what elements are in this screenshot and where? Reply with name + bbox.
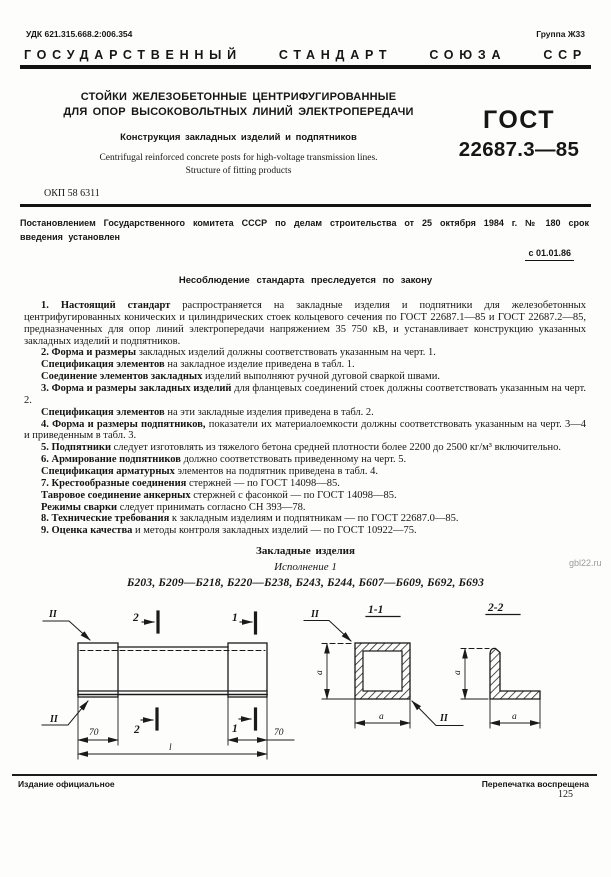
body-paragraph-1: 1. Настоящий стандарт распространяется на закладные изделия и подпятники для железобетонных центрифугированных конических и цилиндрических стоек кольцевого сечения по ГОСТ 22687.1—85 и ГОСТ 22687.2—85, предназначенных для опор линий электропередачи напряжением 35 750 кВ, и устанавливает конструкцию указанных закладных изделий и подпятников. (24, 299, 586, 347)
title-left-column (34, 90, 443, 178)
dim-70-left-label: 70 (89, 728, 99, 738)
decree-text: Постановлением Государственного комитета СССР по делам строительства от 25 октября 1984 г. № 180 срок введения установлен (20, 218, 589, 242)
reprint-prohibited-note: Перепечатка воспрещена (481, 779, 589, 789)
section-variant: Исполнение 1 (274, 561, 337, 574)
top-codes-row (26, 29, 585, 39)
beam-left-end-plate (78, 643, 118, 697)
beam-weld-callouts (42, 609, 90, 725)
effective-date (0, 248, 574, 261)
weld-callout-top-leader (43, 621, 90, 640)
okp-code: ОКП 58 6311 (44, 188, 100, 200)
org-word-3: СОЮЗА (429, 48, 507, 62)
angle-profile (490, 648, 540, 699)
dim-70-right-label: 70 (274, 728, 284, 738)
state-standard-banner (24, 48, 587, 62)
beam-elevation-drawing (78, 643, 267, 697)
effective-date-value: с 01.01.86 (525, 248, 574, 261)
body-paragraph-15: 9. Оценка качества и методы контроля закладных изделий — по ГОСТ 10922—75. (41, 525, 417, 537)
gost-number-block (443, 90, 595, 178)
weld-callout-bottom-leader (42, 701, 88, 725)
section-1-1-drawing (304, 604, 463, 728)
group-code: Группа Ж33 (536, 29, 585, 39)
dim-a-bottom-label-11: a (379, 712, 384, 722)
okp-divider-rule (20, 204, 591, 207)
site-watermark: gbl22.ru (569, 558, 602, 568)
dim-length-label: l (169, 743, 172, 753)
beam-right-end-plate (228, 643, 267, 697)
org-word-1: ГОСУДАРСТВЕННЫЙ (24, 48, 242, 62)
weld-callout-top-label: II (49, 609, 57, 620)
title-en-line1: Centrifugal reinforced concrete posts for high-voltage transmission lines. (99, 153, 378, 164)
body-paragraph-5: 3. Форма и размеры закладных изделий для фланцевых соединений стоек должны соответствовать указанным на черт. 2. (24, 382, 586, 406)
cut-2-bottom-label: 2 (134, 724, 140, 736)
body-paragraph-3: Спецификация элементов на закладное изделие приведена в табл. 1. (41, 359, 355, 371)
footer-rule (12, 774, 597, 776)
standard-body (24, 300, 586, 537)
section11-callout-br-label: II (440, 713, 448, 724)
body-paragraph-2: 2. Форма и размеры закладных изделий должны соответствовать указанным на черт. 1. (41, 347, 436, 359)
body-paragraph-14: 8. Технические требования к закладным изделиям и подпятникам — по ГОСТ 22687.0—85. (41, 513, 459, 525)
udc-code: УДК 621.315.668.2:006.354 (26, 29, 133, 39)
body-paragraph-13: Режимы сварки следует принимать согласно СН 393—78. (41, 501, 306, 513)
top-divider-rule (20, 65, 591, 69)
section-cut-marks (132, 612, 256, 736)
title-block (34, 90, 595, 178)
weld-callout-bottom-label: II (50, 714, 58, 725)
org-word-4: ССР (543, 48, 587, 62)
figure-chert-1 (23, 600, 588, 770)
title-en-line2: Structure of fitting products (185, 165, 292, 176)
law-notice: Несоблюдение стандарта преследуется по закону (178, 274, 433, 286)
body-paragraph-7: 4. Форма и размеры подпятников, показатели их материалоемкости должны соответствовать указанным на черт. 3—4 и приведенным в табл. 3. (24, 418, 586, 442)
body-paragraph-8: 5. Подпятники следует изготовлять из тяжелого бетона средней плотности более 2200 до 2500 кг/м³ включительно. (41, 442, 561, 454)
footer-row (18, 779, 589, 789)
section-heading: Закладные изделия (256, 545, 355, 558)
body-paragraph-12: Тавровое соединение анкерных стержней с фасонкой — по ГОСТ 14098—85. (41, 489, 397, 501)
section-item-marks: Б203, Б209—Б218, Б220—Б238, Б243, Б244, Б607—Б609, Б692, Б693 (126, 577, 485, 590)
title-subtitle: Конструкция закладных изделий и подпятников (120, 132, 357, 144)
beam-dimensions (78, 697, 294, 759)
body-paragraph-9: 6. Армирование подпятников должно соответствовать приведенному на черт. 5. (41, 454, 407, 466)
org-word-2: СТАНДАРТ (278, 48, 393, 62)
cut-1-bottom-label: 1 (232, 723, 238, 735)
gost-number: 22687.3—85 (458, 137, 580, 161)
cut-1-top-label: 1 (232, 612, 238, 624)
cut-2-top-label: 2 (133, 612, 139, 624)
official-edition-note: Издание официальное (18, 779, 115, 789)
title-ru-line1: СТОЙКИ ЖЕЛЕЗОБЕТОННЫЕ ЦЕНТРИФУГИРОВАННЫЕ (80, 90, 397, 103)
embedded-items-section (0, 545, 611, 589)
section11-callout-br-leader (412, 701, 463, 726)
body-paragraph-11: 7. Крестообразные соединения стержней — по ГОСТ 14098—85. (41, 477, 340, 489)
body-paragraph-6: Спецификация элементов на эти закладные изделия приведена в табл. 2. (41, 406, 374, 418)
section11-callout-top-leader (304, 621, 351, 642)
section-2-2-drawing (453, 602, 540, 728)
section11-callout-top-label: II (311, 609, 319, 620)
page-number: 125 (558, 789, 573, 800)
dim-a-bottom-label-22: a (512, 712, 517, 722)
body-paragraph-4: Соединение элементов закладных изделий выполняют ручной дуговой сваркой швами. (41, 371, 440, 383)
title-ru-line2: ДЛЯ ОПОР ВЫСОКОВОЛЬТНЫХ ЛИНИЙ ЭЛЕКТРОПЕРЕДАЧИ (63, 106, 414, 119)
gost-label: ГОСТ (483, 105, 555, 134)
section-2-2-label: 2-2 (488, 602, 504, 614)
dim-a-left-label-22: a (453, 670, 463, 675)
section-1-1-label: 1-1 (368, 604, 384, 616)
dim-a-left-label-11: a (315, 670, 325, 675)
square-tube-inner (363, 651, 402, 691)
body-paragraph-10: Спецификация арматурных элементов на подпятник приведена в табл. 4. (41, 465, 378, 477)
